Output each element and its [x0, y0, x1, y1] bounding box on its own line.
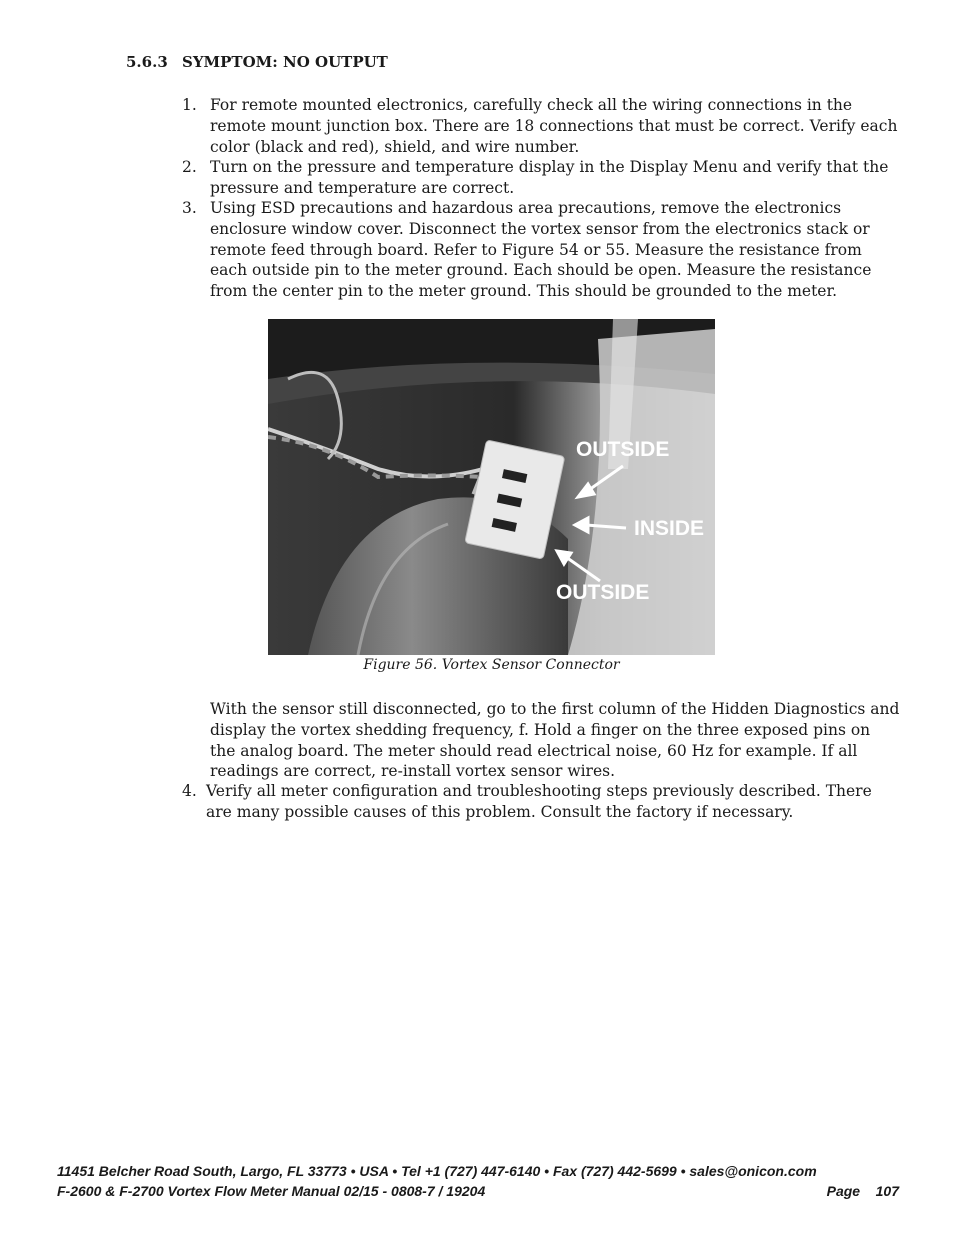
step-number: 1.	[182, 96, 197, 114]
step-text: Using ESD precautions and hazardous area precautions, remove the electronics enclosure window cover. Disconnect the vortex sensor from the electronics stack or remote feed through board. Refer to Figure 54 or 55. Measure the resistance from each outside pin to the meter ground. Each should be open. Measure the resistance from the center pin to the meter ground. This should be grounded to the meter.	[210, 199, 872, 301]
label-outside-bottom: OUTSIDE	[556, 581, 650, 604]
step-4	[182, 781, 902, 823]
step-number: 2.	[182, 158, 197, 176]
continuation-paragraph: With the sensor still disconnected, go to the first column of the Hidden Diagnostics and display the vortex shedding frequency, f. Hold a finger on the three exposed pins on the analog board. The meter should read electrical noise, 60 Hz for example. If all readings are correct, re-install vortex sensor wires.	[210, 700, 900, 781]
section-title: SYMPTOM: NO OUTPUT	[182, 53, 388, 71]
step-text: For remote mounted electronics, carefully check all the wiring connections in the remote mount junction box. There are 18 connections that must be correct. Verify each color (black and red), shield, and wire number.	[210, 96, 898, 156]
page-number: 107	[875, 1183, 899, 1199]
step-number: 3.	[182, 199, 197, 217]
footer-manual-line	[57, 1183, 899, 1199]
step-text: Turn on the pressure and temperature display in the Display Menu and verify that the pressure and temperature are correct.	[210, 158, 889, 197]
label-inside: INSIDE	[634, 517, 705, 540]
footer-manual-title: F-2600 & F-2700 Vortex Flow Meter Manual 02/15 - 0808-7 / 19204	[57, 1183, 486, 1199]
step-2	[182, 157, 902, 199]
section-number: 5.6.3	[126, 53, 168, 71]
page-label: Page	[826, 1183, 861, 1199]
figure-56-photo	[268, 319, 715, 655]
step-text: Verify all meter configuration and troubleshooting steps previously described. There are many possible causes of this problem. Consult the factory if necessary.	[206, 782, 872, 821]
step-number: 4.	[182, 782, 197, 800]
step-1	[182, 95, 902, 157]
label-outside-top: OUTSIDE	[576, 438, 670, 461]
figure-caption: Figure 56. Vortex Sensor Connector	[363, 657, 620, 673]
step-3	[182, 198, 902, 302]
page-indicator	[827, 1183, 899, 1199]
section-heading	[126, 53, 388, 71]
footer-address: 11451 Belcher Road South, Largo, FL 33773 • USA • Tel +1 (727) 447-6140 • Fax (727) 442-5699 • sales@onicon.com	[57, 1163, 817, 1179]
